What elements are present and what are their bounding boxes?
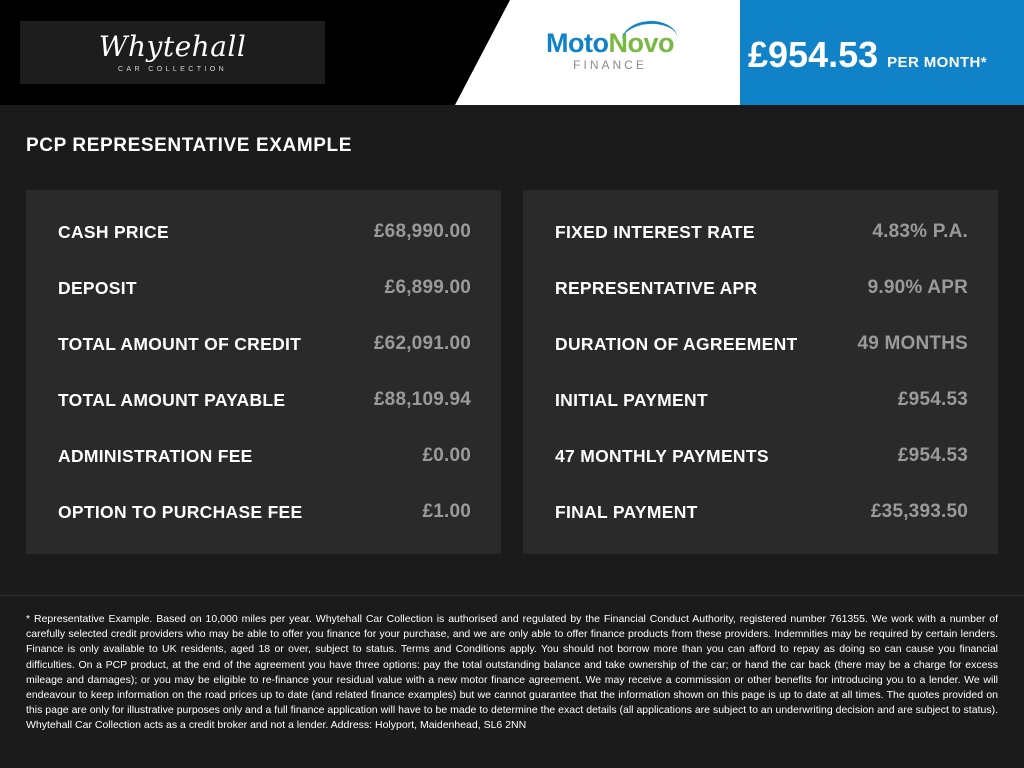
- table-row: [523, 316, 998, 372]
- right-details-panel: [523, 190, 998, 554]
- lender-logo: [525, 30, 695, 71]
- row-label: TOTAL AMOUNT PAYABLE: [58, 389, 286, 410]
- row-label: DURATION OF AGREEMENT: [555, 333, 798, 354]
- page-title: PCP REPRESENTATIVE EXAMPLE: [26, 135, 352, 156]
- table-row: [523, 372, 998, 428]
- row-value: £62,091.00: [373, 333, 471, 354]
- row-label: ADMINISTRATION FEE: [58, 445, 253, 466]
- lender-name-part1: Moto: [546, 28, 609, 58]
- row-label: CASH PRICE: [58, 221, 169, 242]
- monthly-price-value: £954.53: [748, 34, 879, 75]
- row-value: 9.90% APR: [867, 277, 968, 298]
- row-value: £88,109.94: [373, 389, 471, 410]
- table-row: [523, 428, 998, 484]
- row-value: £35,393.50: [870, 501, 968, 522]
- row-value: £954.53: [897, 389, 968, 410]
- table-row: [523, 204, 998, 260]
- row-label: OPTION TO PURCHASE FEE: [58, 501, 303, 522]
- monthly-price: [748, 34, 987, 76]
- row-value: £954.53: [897, 445, 968, 466]
- row-label: TOTAL AMOUNT OF CREDIT: [58, 333, 302, 354]
- lender-name: [525, 30, 695, 57]
- left-details-panel: [26, 190, 501, 554]
- row-value: 4.83% P.A.: [872, 221, 968, 242]
- disclaimer-text: * Representative Example. Based on 10,000 miles per year. Whytehall Car Collection is authorised and regulated by the Financial Conduct Authority, registered number 761355. We work with a number of carefully selected credit providers who may be able to offer you finance for your purchase, and we are only able to offer finance products from these providers. Indemnities may be required by certain lenders. Finance is only available to UK residents, aged 18 or over, subject to status. Terms and Conditions apply. You should not borrow more than you can afford to repay as doing so can cause you financial difficulties. On a PCP product, at the end of the agreement you have three options: pay the total outstanding balance and take ownership of the car; or hand the car back (there may be a charge for excess mileage and damages); or you may be eligible to re-finance your residual value with a new motor finance agreement. We may receive a commission or other benefits for introducing you to a lender. We will endeavour to keep information on the road prices up to date (and related finance examples) but we cannot guarantee that the information shown on this page is up to date at all times. The quotes provided on this page are only for illustrative purposes only and a full finance application will have to be made to determine the exact details (all applications are subject to an underwriting decision and are subject to status). Whytehall Car Collection acts as a credit broker and not a lender. Address: Holyport, Maidenhead, SL6 2NN: [26, 613, 998, 732]
- row-label: INITIAL PAYMENT: [555, 389, 708, 410]
- row-label: 47 MONTHLY PAYMENTS: [555, 445, 769, 466]
- lender-name-part2: Novo: [608, 28, 674, 58]
- table-row: [26, 316, 501, 372]
- row-value: 49 MONTHS: [857, 333, 968, 354]
- dealer-tagline: CAR COLLECTION: [117, 65, 228, 73]
- finance-details: [26, 190, 998, 554]
- footer-divider: [0, 595, 1024, 596]
- table-row: [523, 260, 998, 316]
- row-value: £0.00: [422, 445, 471, 466]
- row-value: £6,899.00: [384, 277, 471, 298]
- table-row: [26, 484, 501, 540]
- table-row: [26, 428, 501, 484]
- lender-subtitle: FINANCE: [573, 58, 647, 72]
- row-value: £1.00: [422, 501, 471, 522]
- table-row: [523, 484, 998, 540]
- row-label: REPRESENTATIVE APR: [555, 277, 758, 298]
- page-header: [0, 0, 1024, 105]
- table-row: [26, 372, 501, 428]
- row-label: DEPOSIT: [58, 277, 137, 298]
- table-row: [26, 260, 501, 316]
- table-row: [26, 204, 501, 260]
- dealer-name: Whytehall: [98, 29, 247, 63]
- row-value: £68,990.00: [373, 221, 471, 242]
- row-label: FINAL PAYMENT: [555, 501, 698, 522]
- dealer-logo: [20, 21, 325, 84]
- monthly-price-label: PER MONTH*: [887, 54, 987, 71]
- row-label: FIXED INTEREST RATE: [555, 221, 755, 242]
